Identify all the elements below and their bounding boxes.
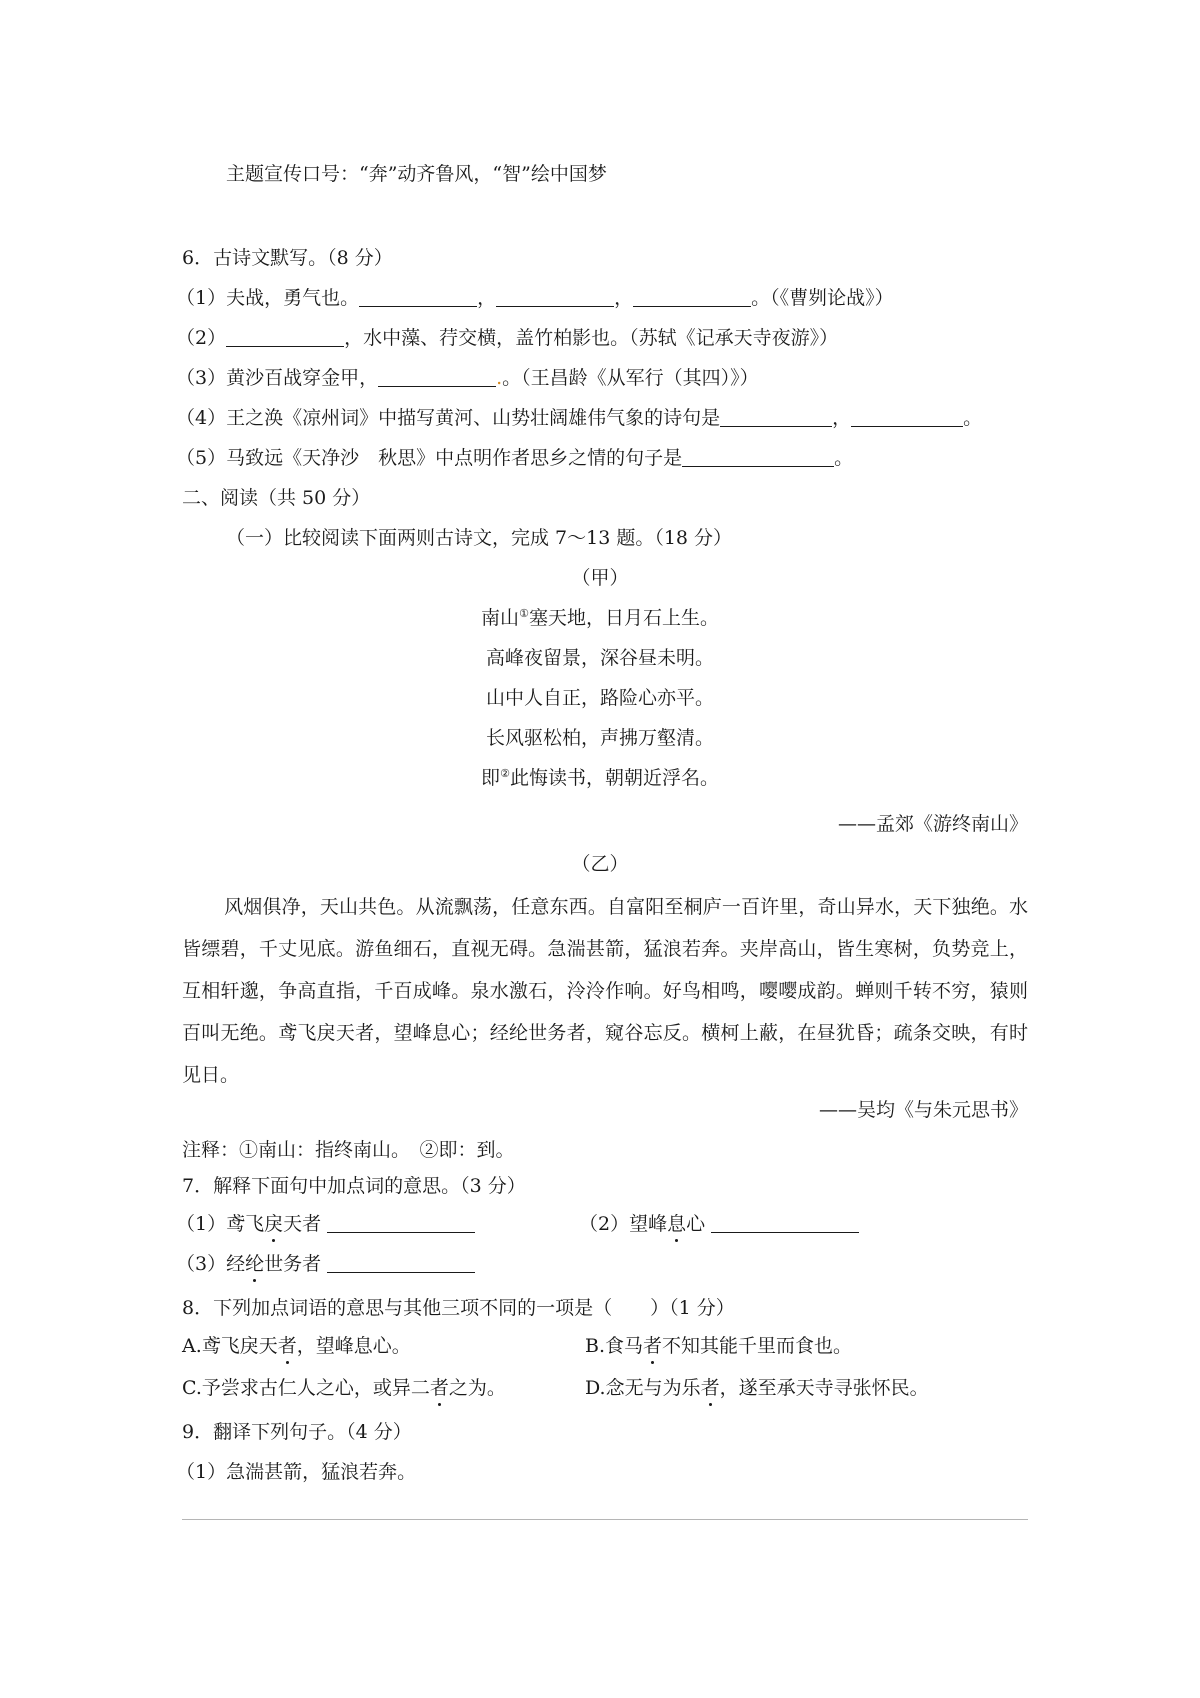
- text-yi-body-text: 风烟俱净，天山共色。从流飘荡，任意东西。自富阳至桐庐一百许里，奇山异水，天下独绝。水皆缥碧，千丈见底。游鱼细石，直视无碍。急湍甚箭，猛浪若奔。夹岸高山，皆生寒树，负势竞上，互相轩邈，争高直指，千百成峰。泉水激石，泠泠作响。好鸟相鸣，嘤嘤成韵。蝉则千转不穷，猿则百叫无绝。鸢飞戾天者，望峰息心；经纶世务者，窥谷忘反。横柯上蔽，在昼犹昏；疏条交映，有时见日。: [182, 896, 1028, 1086]
- blank-line[interactable]: [359, 286, 477, 307]
- q6-item-4-text: （4）王之涣《凉州词》中描写黄河、山势壮阔雄伟气象的诗句是: [176, 407, 721, 429]
- q8-option-a[interactable]: [182, 1334, 411, 1358]
- dotted-word: 息: [667, 1213, 687, 1235]
- dotted-word: 纶: [245, 1253, 265, 1275]
- option-text: ，遂至承天寺寻张怀民。: [719, 1377, 929, 1399]
- page-bottom-rule: [182, 1519, 1028, 1520]
- q6-item-1-text: （1）夫战，勇气也。: [176, 287, 360, 309]
- q9-item-1: （1）急湍甚箭，猛浪若奔。: [176, 1461, 417, 1483]
- q7-item-text: 世务者: [264, 1253, 322, 1275]
- poem-line-text: 塞天地，日月石上生。: [528, 607, 719, 629]
- footnote-marker: ①: [519, 607, 529, 620]
- q6-item-1: [176, 286, 894, 310]
- q7-item-2: [579, 1212, 859, 1236]
- poem-line-text: 此悔读书，朝朝近浮名。: [509, 767, 719, 789]
- dotted-word: 戾: [264, 1213, 284, 1235]
- option-text: C.予尝求古仁人之心，或异二: [182, 1377, 430, 1399]
- blank-line[interactable]: [496, 286, 614, 307]
- q6-item-3-source: 。（王昌龄《从军行（其四）》）: [502, 367, 759, 389]
- q7-item-1: [176, 1212, 475, 1236]
- poem-line: 山中人自正，路险心亦平。: [485, 687, 714, 709]
- footnote-marker: ②: [500, 767, 510, 780]
- q6-item-2-text: ，水中藻、荇交横，盖竹柏影也。（苏轼《记承天寺夜游》）: [344, 327, 839, 349]
- q8-option-c[interactable]: [182, 1376, 506, 1400]
- q8-title: 8．下列加点词语的意思与其他三项不同的一项是（ ）（1 分）: [182, 1297, 735, 1319]
- dotted-word: 者: [643, 1335, 663, 1357]
- poem-line: [0, 606, 1200, 630]
- q7-item-3: [176, 1252, 475, 1276]
- separator: ，: [614, 287, 634, 309]
- dotted-word: 者: [429, 1377, 449, 1399]
- q7-title: 7．解释下面句中加点词的意思。（3 分）: [182, 1175, 526, 1197]
- text-yi-body: [182, 886, 1028, 1096]
- option-text: 之为。: [448, 1377, 506, 1399]
- blank-line[interactable]: [327, 1212, 475, 1233]
- blank-line[interactable]: [378, 366, 496, 387]
- section-2-title: 二、阅读（共 50 分）: [182, 487, 371, 509]
- option-text: A.鸢飞戾天: [182, 1335, 278, 1357]
- q6-item-5-text: （5）马致远《天净沙 秋思》中点明作者思乡之情的句子是: [176, 447, 683, 469]
- q6-item-1-source: 。（《曹刿论战》）: [751, 287, 894, 309]
- section-2-part-1: （一）比较阅读下面两则古诗文，完成 7～13 题。（18 分）: [226, 527, 733, 549]
- q7-item-text: （2）望峰: [579, 1213, 668, 1235]
- separator: ，: [477, 287, 497, 309]
- option-text: D.念无与为乐: [585, 1377, 701, 1399]
- period: 。: [963, 407, 983, 429]
- text-yi-source: ——吴均《与朱元思书》: [818, 1099, 1028, 1121]
- blank-line[interactable]: [851, 406, 963, 427]
- poem-line: 高峰夜留景，深谷昼未明。: [485, 647, 714, 669]
- q9-title: 9．翻译下列句子。（4 分）: [182, 1421, 412, 1443]
- q6-item-2: [176, 326, 838, 350]
- option-text: 不知其能千里而食也。: [662, 1335, 853, 1357]
- dotted-word: 者: [700, 1377, 720, 1399]
- poem-line-text: 南山: [481, 607, 520, 629]
- blank-line[interactable]: [682, 446, 834, 467]
- period: 。: [834, 447, 854, 469]
- slogan: 主题宣传口号：“奔”动齐鲁风，“智”绘中国梦: [226, 163, 607, 185]
- blank-line[interactable]: [226, 326, 344, 347]
- blank-line[interactable]: [633, 286, 751, 307]
- option-text: ，望峰息心。: [296, 1335, 411, 1357]
- poem-line: [0, 766, 1200, 790]
- q6-item-4: [176, 406, 982, 430]
- blank-line[interactable]: [327, 1252, 475, 1273]
- poem-line-text: 即: [481, 767, 501, 789]
- q6-title: 6．古诗文默写。（8 分）: [182, 247, 393, 269]
- poem-jia-label: （甲）: [571, 567, 629, 589]
- q6-item-3-text: （3）黄沙百战穿金甲，: [176, 367, 379, 389]
- q6-item-3: [176, 366, 759, 390]
- notes: 注释：①南山：指终南山。 ②即：到。: [182, 1139, 515, 1161]
- separator: ，: [832, 407, 852, 429]
- q8-option-b[interactable]: [585, 1334, 852, 1358]
- blank-line[interactable]: [720, 406, 832, 427]
- dotted-word: 者: [277, 1335, 297, 1357]
- poem-jia-source: ——孟郊《游终南山》: [837, 813, 1028, 835]
- poem-line: 长风驱松柏，声拂万壑清。: [485, 727, 714, 749]
- q7-item-text: （1）鸢飞: [176, 1213, 265, 1235]
- stray-mark: .: [496, 367, 503, 389]
- q7-item-text: 天者: [283, 1213, 322, 1235]
- text-yi-label: （乙）: [571, 853, 629, 875]
- option-text: B.食马: [585, 1335, 644, 1357]
- q6-item-5: [176, 446, 853, 470]
- q6-item-2-num: （2）: [176, 327, 227, 349]
- q7-item-text: （3）经: [176, 1253, 246, 1275]
- blank-line[interactable]: [711, 1212, 859, 1233]
- q8-option-d[interactable]: [585, 1376, 929, 1400]
- q7-item-text: 心: [686, 1213, 706, 1235]
